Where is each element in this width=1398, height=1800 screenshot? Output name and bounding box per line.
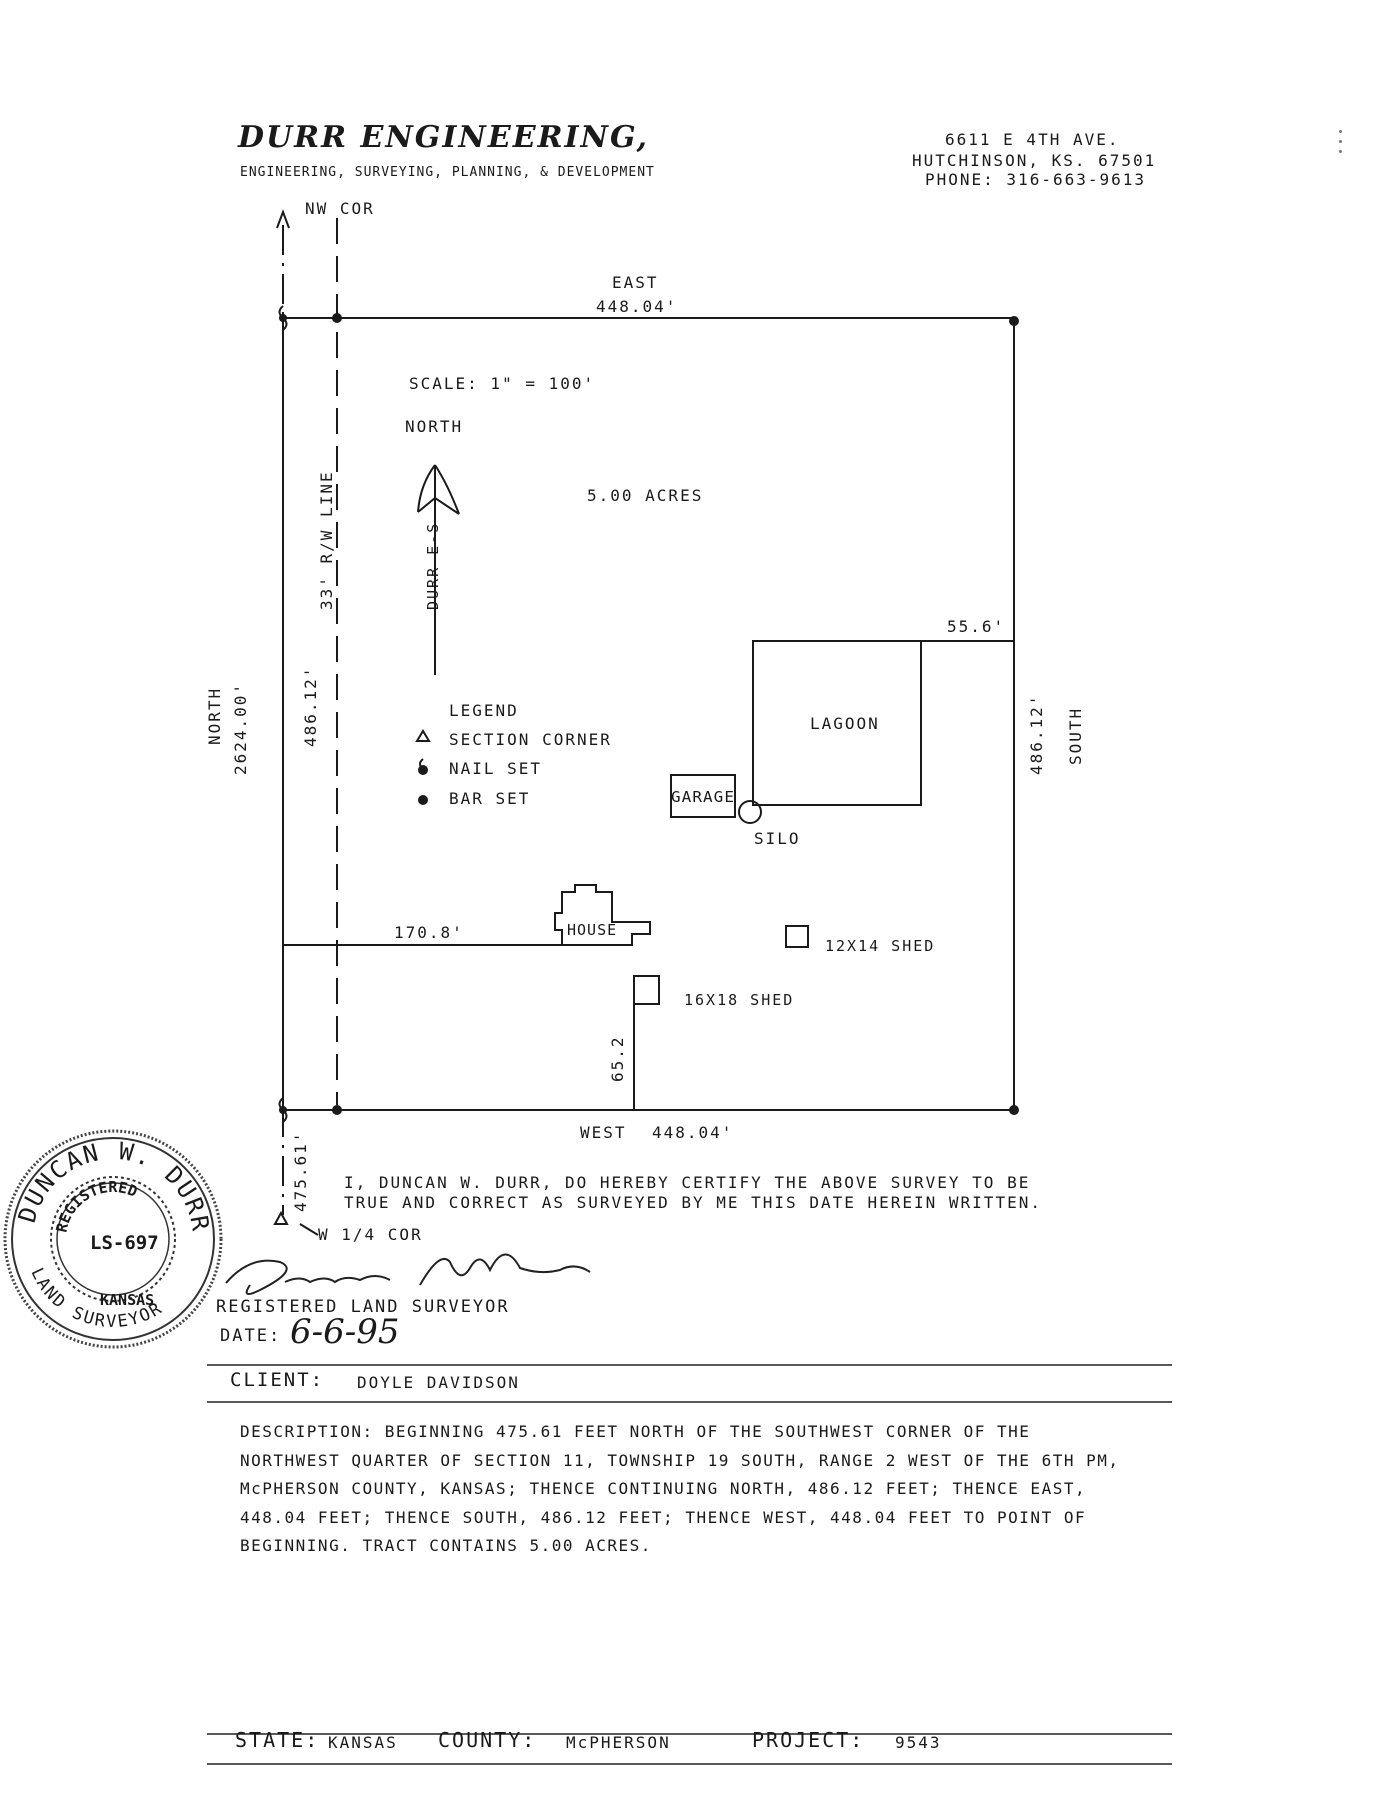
project-label: PROJECT: <box>752 1728 865 1752</box>
east-distance: 448.04' <box>596 297 678 316</box>
shed-12x14-rect <box>786 926 808 947</box>
legend-section-corner: SECTION CORNER <box>449 730 612 749</box>
shed-16x18-label: 16X18 SHED <box>684 991 795 1009</box>
legend-bar-set: BAR SET <box>449 789 531 808</box>
house-label: HOUSE <box>567 921 618 939</box>
bar-set-icon <box>1009 1105 1019 1115</box>
company-name: DURR ENGINEERING, <box>238 120 649 155</box>
certification-line-1: I, DUNCAN W. DURR, DO HEREBY CERTIFY THE ABOVE SURVEY TO BE <box>344 1173 1031 1192</box>
shed-16x18-rect <box>634 976 659 1004</box>
tract-boundary <box>283 318 1014 1110</box>
signature-text <box>420 1250 563 1271</box>
north-arrow-icon <box>418 465 459 514</box>
west-distance: 448.04' <box>652 1123 734 1142</box>
shed-offset-distance: 65.2 <box>608 1035 627 1082</box>
scale-label: SCALE: 1" = 100' <box>409 374 596 393</box>
phone-number: PHONE: 316-663-9613 <box>925 170 1147 189</box>
seal-registered-text: REGISTERED <box>52 1178 141 1234</box>
north-arrow-text: DURR E-S <box>424 521 442 610</box>
north-label: NORTH <box>405 417 464 436</box>
silo-label: SILO <box>754 829 801 848</box>
row-line-label: 33' R/W LINE <box>317 470 336 610</box>
state-label: STATE: <box>235 1728 320 1752</box>
county-label: COUNTY: <box>438 1728 537 1752</box>
svg-text:REGISTERED <box>52 1178 140 1234</box>
client-name: DOYLE DAVIDSON <box>357 1373 520 1392</box>
w-quarter-corner-triangle-icon <box>275 1213 287 1224</box>
address-line-2: HUTCHINSON, KS. 67501 <box>912 151 1157 170</box>
project-value: 9543 <box>895 1733 942 1752</box>
legend-bar-set-icon <box>418 795 428 805</box>
w-quarter-leader <box>300 1224 318 1235</box>
client-label: CLIENT: <box>230 1369 325 1391</box>
surveyor-seal <box>5 1131 221 1347</box>
legal-description: DESCRIPTION: BEGINNING 475.61 FEET NORTH OF THE SOUTHWEST CORNER OF THE NORTHWEST QUARTER OF SECTION 11, TOWNSHIP 19 SOUTH, RANGE 2 WEST OF THE 6TH PM, McPHERSON COUNTY, KANSAS; THENCE CONTINUING NORTH, 486.12 FEET; THENCE EAST, 448.04 FEET; THENCE SOUTH, 486.12 FEET; THENCE WEST, 448.04 FEET TO POINT OF BEGINNING. TRACT CONTAINS 5.00 ACRES. <box>240 1422 1120 1555</box>
address-line-1: 6611 E 4TH AVE. <box>945 130 1120 149</box>
acres-label: 5.00 ACRES <box>587 486 704 505</box>
seal-state: KANSAS <box>100 1291 155 1309</box>
south-offset-distance: 475.61' <box>291 1130 310 1212</box>
surveyor-title: REGISTERED LAND SURVEYOR <box>216 1297 510 1317</box>
west-side-dimension: 486.12' <box>301 665 320 747</box>
bar-set-icon <box>1009 316 1019 326</box>
south-label: SOUTH <box>1066 706 1085 765</box>
house-offset: 170.8' <box>394 923 464 942</box>
certification-line-2: TRUE AND CORRECT AS SURVEYED BY ME THIS DATE HEREIN WRITTEN. <box>344 1193 1042 1212</box>
section-corner-triangle-icon <box>417 731 429 741</box>
legend-nail-set: NAIL SET <box>449 759 543 778</box>
shed-12x14-label: 12X14 SHED <box>825 937 936 955</box>
bar-set-icon <box>332 1105 342 1115</box>
lagoon-offset: 55.6' <box>947 617 1006 636</box>
company-tagline: ENGINEERING, SURVEYING, PLANNING, & DEVELOPMENT <box>240 165 655 180</box>
date-label: DATE: <box>220 1326 282 1346</box>
legend-title: LEGEND <box>449 701 519 720</box>
lagoon-label: LAGOON <box>810 714 880 733</box>
east-label: EAST <box>612 273 659 292</box>
nw-cor-label: NW COR <box>305 199 375 218</box>
seal-number: LS-697 <box>90 1232 159 1254</box>
w-quarter-cor-label: W 1/4 COR <box>318 1225 423 1244</box>
bar-set-icon <box>332 313 342 323</box>
seal-top-text: DUNCAN W. DURR <box>12 1136 215 1235</box>
garage-label: GARAGE <box>671 788 735 806</box>
legend-nail-dot-icon <box>418 765 428 775</box>
south-side-distance: 486.12' <box>1027 693 1046 775</box>
date-value: 6-6-95 <box>290 1312 400 1352</box>
west-label: WEST <box>580 1123 627 1142</box>
north-total-distance: 2624.00' <box>231 681 250 775</box>
north-total-label: NORTH <box>205 686 224 745</box>
seal-bottom-text: LAND SURVEYOR <box>26 1264 167 1333</box>
county-value: McPHERSON <box>566 1733 671 1752</box>
silo-circle <box>739 801 761 823</box>
state-value: KANSAS <box>328 1733 398 1752</box>
